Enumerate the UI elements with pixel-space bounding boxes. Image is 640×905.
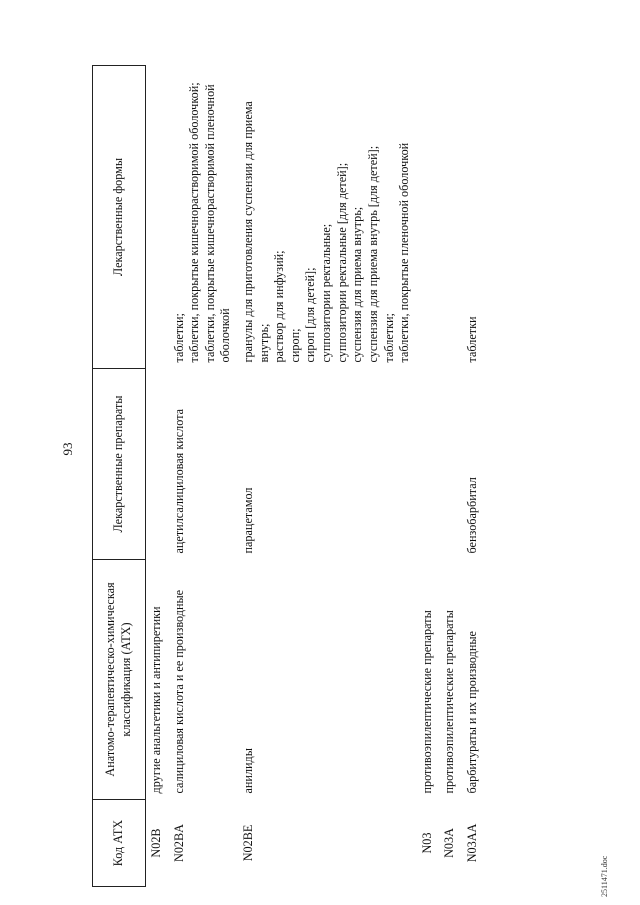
drug-name xyxy=(417,369,440,560)
drug-name: ацетилсалициловая кислота xyxy=(171,408,186,554)
page-number: 93 xyxy=(60,442,75,456)
atc-class: барбитураты и их производные xyxy=(464,631,479,794)
dosage-form: гранулы для приготовления суспензии для приема внутрь; xyxy=(241,101,271,363)
atc-class: другие анальгетики и антипиретики xyxy=(149,606,163,794)
footer-filename: 2511471.doc xyxy=(600,855,609,897)
dosage-forms xyxy=(417,66,440,369)
dosage-forms xyxy=(146,66,169,369)
atc-table xyxy=(92,65,485,887)
atc-code: N03AA xyxy=(464,823,479,863)
table-row xyxy=(146,66,169,887)
atc-code: N03 xyxy=(419,832,434,854)
dosage-form: раствор для инфузий; xyxy=(272,250,287,363)
atc-code: N02BA xyxy=(171,824,186,862)
header-drugs: Лекарственные препараты xyxy=(93,369,146,560)
table-header-row xyxy=(93,66,146,887)
dosage-forms xyxy=(439,66,462,369)
atc-class: салициловая кислота и ее производные xyxy=(171,589,186,794)
drug-name xyxy=(439,369,462,560)
atc-class: анилиды xyxy=(241,748,256,794)
drug-name xyxy=(146,369,169,560)
dosage-form: суспензия для приема внутрь [для детей]; xyxy=(365,145,380,363)
dosage-form: таблетки; xyxy=(381,313,396,363)
dosage-form: таблетки, покрытые пленочной оболочкой xyxy=(397,142,412,363)
dosage-form: таблетки, покрытые кишечнорастворимой оболочкой; xyxy=(187,82,202,363)
atc-code: N02B xyxy=(149,828,163,858)
table-row xyxy=(238,66,417,887)
atc-code: N03A xyxy=(442,828,457,858)
atc-code: N02BE xyxy=(241,824,256,862)
drug-name: парацетамол xyxy=(241,487,256,554)
dosage-forms xyxy=(169,66,238,369)
table-row xyxy=(169,66,238,887)
dosage-form: таблетки xyxy=(464,316,479,363)
header-class: Анатомо-терапевтическо-химическая классификация (АТХ) xyxy=(93,560,146,800)
table-row xyxy=(417,66,440,887)
dosage-form: суппозитории ректальные; xyxy=(319,223,334,363)
dosage-form: суппозитории ректальные [для детей]; xyxy=(334,162,349,363)
header-code: Код АТХ xyxy=(93,800,146,887)
dosage-form: таблетки, покрытые кишечнорастворимой пленочной оболочкой xyxy=(202,84,233,363)
atc-class: противоэпилептические препараты xyxy=(442,610,457,794)
dosage-form: таблетки; xyxy=(171,313,186,363)
dosage-forms xyxy=(238,66,417,369)
drug-name: бензобарбитал xyxy=(464,477,479,554)
atc-class: противоэпилептические препараты xyxy=(419,610,434,794)
table-row xyxy=(439,66,462,887)
header-forms: Лекарственные формы xyxy=(93,66,146,369)
dosage-forms xyxy=(462,66,485,369)
table-row xyxy=(462,66,485,887)
dosage-form: сироп [для детей]; xyxy=(303,267,318,363)
dosage-form: суспензия для приема внутрь; xyxy=(350,206,365,363)
dosage-form: сироп; xyxy=(287,328,302,363)
